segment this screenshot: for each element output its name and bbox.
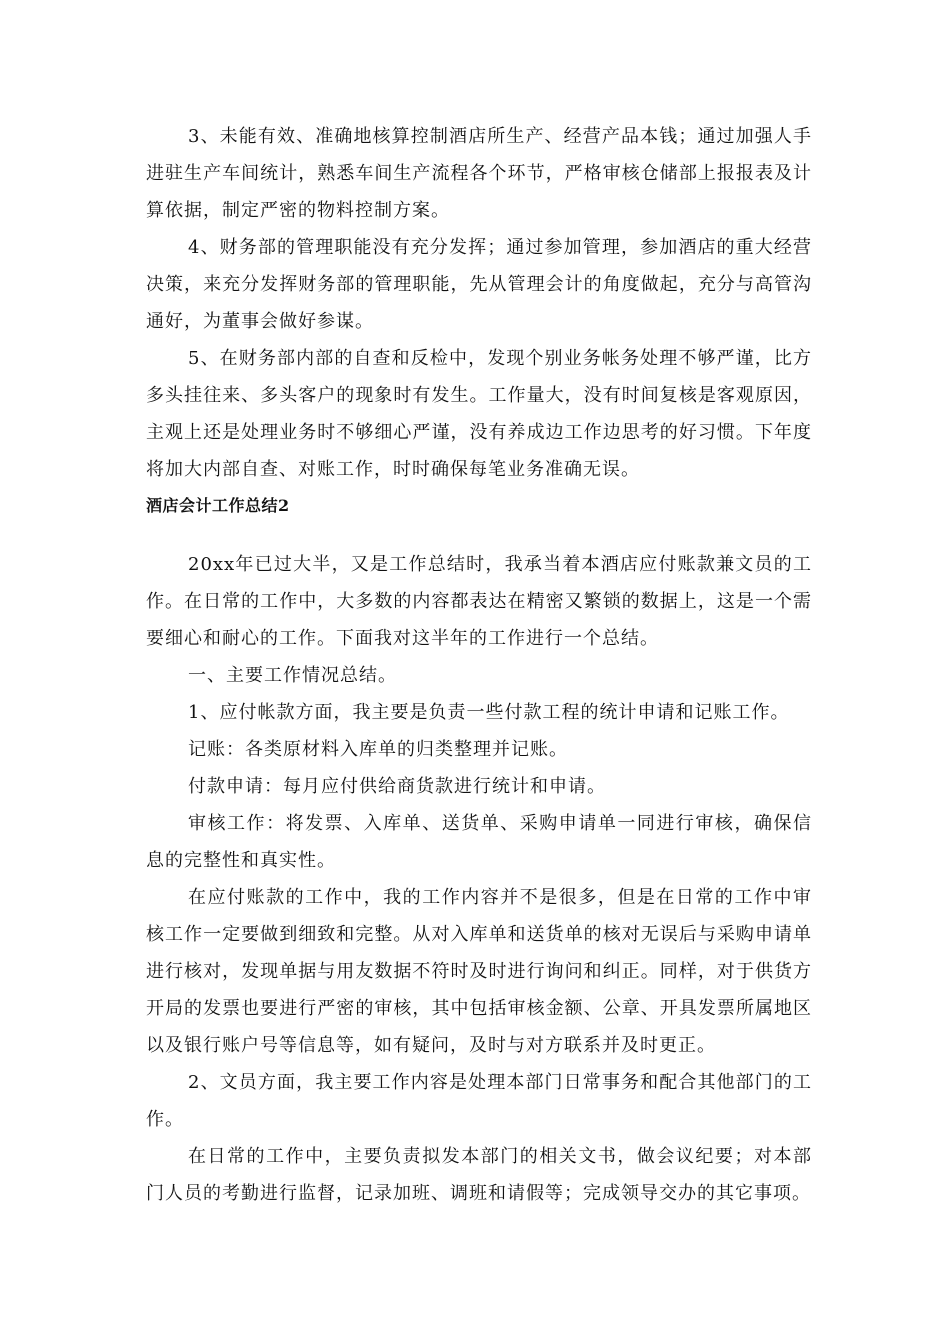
section-title: 酒店会计工作总结2 xyxy=(146,496,290,515)
audit-paragraph: 审核工作：将发票、入库单、送货单、采购申请单一同进行审核，确保信息的完整性和真实性。 xyxy=(146,813,812,871)
clerk-paragraph: 2、文员方面，我主要工作内容是处理本部门日常事务和配合其他部门的工作。 xyxy=(146,1072,812,1130)
accounts-payable-paragraph: 1、应付帐款方面，我主要是负责一些付款工程的统计申请和记账工作。 xyxy=(188,702,790,723)
document-page xyxy=(146,118,812,1212)
summary-heading: 一、主要工作情况总结。 xyxy=(188,665,397,686)
daily-work-paragraph: 在日常的工作中，主要负责拟发本部门的相关文书，做会议纪要；对本部门人员的考勤进行监督，记录加班、调班和请假等；完成领导交办的其它事项。 xyxy=(146,1146,812,1204)
paragraph-item-4: 4、财务部的管理职能没有充分发挥；通过参加管理，参加酒店的重大经营决策，来充分发挥财务部的管理职能，先从管理会计的角度做起，充分与高管沟通好，为董事会做好参谋。 xyxy=(146,237,812,332)
payables-detail-paragraph: 在应付账款的工作中，我的工作内容并不是很多，但是在日常的工作中审核工作一定要做到细致和完整。从对入库单和送货单的核对无误后与采购申请单进行核对，发现单据与用友数据不符时及时进行询问和纠正。同样，对于供货方开局的发票也要进行严密的审核，其中包括审核金额、公章、开具发票所属地区以及银行账户号等信息等，如有疑问，及时与对方联系并及时更正。 xyxy=(146,887,812,1056)
paragraph-item-3: 3、未能有效、准确地核算控制酒店所生产、经营产品本钱；通过加强人手进驻生产车间统计，熟悉车间生产流程各个环节，严格审核仓储部上报报表及计算依据，制定严密的物料控制方案。 xyxy=(146,126,812,221)
bookkeeping-paragraph: 记账：各类原材料入库单的归类整理并记账。 xyxy=(188,739,568,760)
payment-request-paragraph: 付款申请：每月应付供给商货款进行统计和申请。 xyxy=(188,776,606,797)
section-spacer xyxy=(146,524,812,546)
intro-paragraph: 20xx年已过大半，又是工作总结时，我承当着本酒店应付账款兼文员的工作。在日常的工作中，大多数的内容都表达在精密又繁锁的数据上，这是一个需要细心和耐心的工作。下面我对这半年的工作进行一个总结。 xyxy=(146,554,812,649)
paragraph-item-5: 5、在财务部内部的自查和反检中，发现个别业务帐务处理不够严谨，比方多头挂往来、多头客户的现象时有发生。工作量大，没有时间复核是客观原因，主观上还是处理业务时不够细心严谨，没有养成边工作边思考的好习惯。下年度将加大内部自查、对账工作，时时确保每笔业务准确无误。 xyxy=(146,348,812,480)
